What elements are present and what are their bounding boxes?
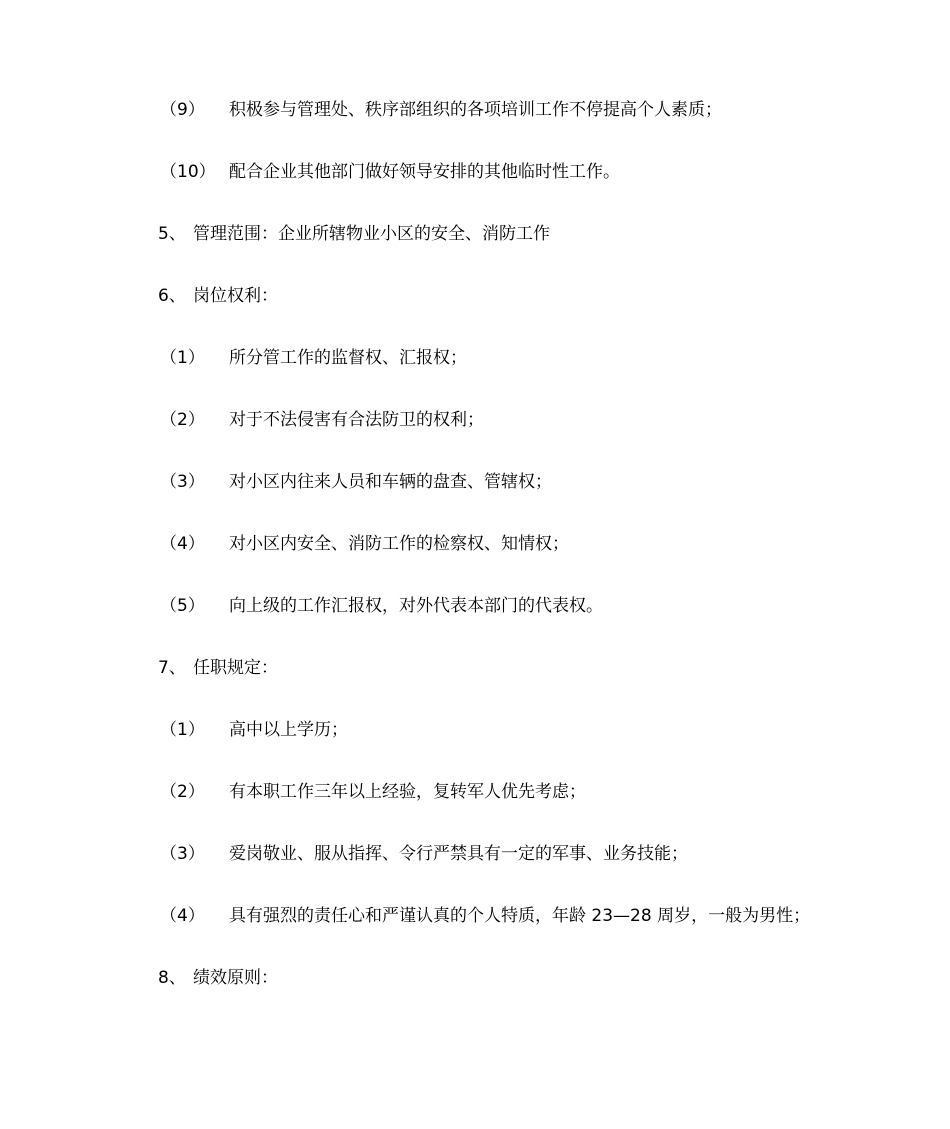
section-text: 绩效原则： (193, 968, 278, 988)
item-number: （1） (160, 720, 205, 740)
section-number: 6、 (158, 286, 186, 306)
item-number: （9） (160, 100, 205, 120)
section-text: 管理范围：企业所辖物业小区的安全、消防工作 (193, 224, 550, 244)
item-number: （5） (160, 596, 205, 616)
item-number: （4） (160, 534, 205, 554)
item-text: 配合企业其他部门做好领导安排的其他临时性工作。 (229, 162, 620, 182)
item-number: （2） (160, 410, 205, 430)
item-number: （4） (160, 906, 205, 926)
item-number: （1） (160, 348, 205, 368)
item-text: 对小区内安全、消防工作的检察权、知情权； (229, 534, 569, 554)
section-number: 8、 (158, 968, 186, 988)
item-text: 对于不法侵害有合法防卫的权利； (229, 410, 484, 430)
item-text: 具有强烈的责任心和严谨认真的个人特质，年龄 23—28 周岁，一般为男性； (229, 906, 811, 926)
item-text: 高中以上学历； (229, 720, 348, 740)
item-text: 向上级的工作汇报权，对外代表本部门的代表权。 (229, 596, 603, 616)
section-number: 7、 (158, 658, 186, 678)
item-text: 爱岗敬业、服从指挥、令行严禁具有一定的军事、业务技能； (229, 844, 688, 864)
item-number: （2） (160, 782, 205, 802)
section-text: 任职规定： (193, 658, 278, 678)
item-number: （10） (160, 162, 216, 182)
section-text: 岗位权利： (193, 286, 278, 306)
item-number: （3） (160, 844, 205, 864)
item-number: （3） (160, 472, 205, 492)
item-text: 积极参与管理处、秩序部组织的各项培训工作不停提高个人素质； (229, 100, 722, 120)
item-text: 所分管工作的监督权、汇报权； (229, 348, 467, 368)
section-number: 5、 (158, 224, 186, 244)
item-text: 有本职工作三年以上经验，复转军人优先考虑； (229, 782, 586, 802)
item-text: 对小区内往来人员和车辆的盘查、管辖权； (229, 472, 552, 492)
